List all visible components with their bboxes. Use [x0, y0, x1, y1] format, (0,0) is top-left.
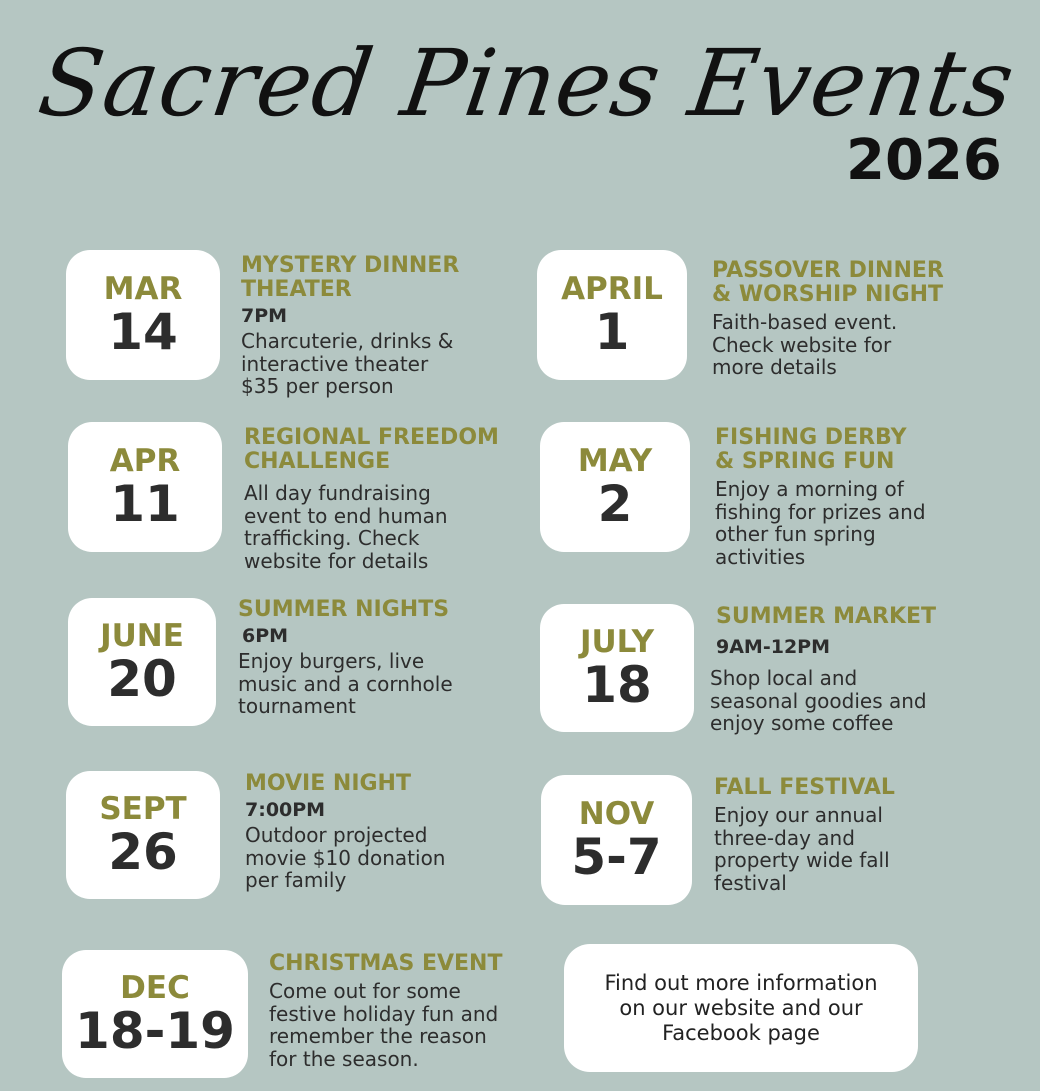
desc-line: Outdoor projected: [245, 823, 428, 847]
desc-line: interactive theater: [241, 351, 429, 376]
event-description: [714, 804, 1014, 894]
event-title: CHRISTMAS EVENT: [269, 951, 503, 976]
event-time: 9AM-12PM: [716, 636, 830, 658]
desc-line: activities: [715, 544, 806, 569]
date-card-june-20: [68, 598, 216, 726]
desc-line: Check website for: [712, 332, 892, 357]
date-month: DEC: [120, 970, 190, 1006]
date-day: 26: [108, 823, 178, 881]
date-card-mar-14: [66, 250, 220, 380]
desc-line: enjoy some coffee: [710, 711, 894, 735]
event-info-mystery-dinner: [241, 254, 521, 398]
desc-line: Enjoy a morning of: [715, 477, 904, 501]
event-title: & WORSHIP NIGHT: [712, 282, 944, 307]
date-day: 11: [110, 475, 180, 533]
event-title: & SPRING FUN: [715, 449, 895, 474]
event-description: [241, 330, 521, 398]
desc-line: Charcuterie, drinks &: [241, 329, 454, 353]
desc-line: music and a cornhole: [238, 671, 453, 696]
date-card-sept-26: [66, 771, 220, 899]
desc-line: other fun spring: [715, 522, 876, 546]
event-description: [244, 482, 534, 572]
date-month: SEPT: [99, 791, 187, 827]
date-month: NOV: [578, 796, 655, 832]
event-title: FISHING DERBY: [715, 425, 907, 450]
date-month: APRIL: [561, 271, 663, 307]
date-card-april-1: [537, 250, 687, 380]
event-title: MOVIE NIGHT: [245, 771, 411, 796]
desc-line: Enjoy our annual: [714, 803, 883, 827]
desc-line: All day fundraising: [244, 481, 431, 505]
desc-line: $35 per person: [241, 374, 394, 398]
event-description: [245, 824, 525, 892]
date-day: 2: [597, 475, 633, 533]
event-info-movie-night: [245, 772, 525, 892]
event-info-passover: [712, 259, 1012, 379]
desc-line: trafficking. Check: [244, 526, 420, 550]
date-day: 20: [107, 650, 177, 708]
date-month: MAR: [103, 271, 183, 307]
page-title: Sacred Pines Events: [32, 30, 1021, 137]
event-title: PASSOVER DINNER: [712, 258, 944, 283]
desc-line: seasonal goodies and: [710, 688, 927, 713]
desc-line: Enjoy burgers, live: [238, 649, 425, 673]
desc-line: remember the reason: [269, 1024, 487, 1048]
event-time: 7PM: [241, 305, 288, 327]
event-description: [238, 650, 528, 718]
desc-line: movie $10 donation: [245, 845, 446, 870]
date-month: JUNE: [100, 618, 184, 654]
event-title: MYSTERY DINNER: [241, 253, 460, 278]
date-day: 5-7: [571, 828, 662, 886]
desc-line: festival: [714, 870, 787, 895]
date-card-apr-11: [68, 422, 222, 552]
date-day: 1: [594, 303, 630, 361]
desc-line: festive holiday fun and: [269, 1001, 499, 1026]
date-day: 18: [582, 656, 652, 714]
date-day: 18-19: [75, 1002, 235, 1060]
event-time: 6PM: [242, 625, 289, 647]
year-label: 2026: [846, 128, 1002, 193]
desc-line: Come out for some: [269, 979, 461, 1003]
date-month: JULY: [579, 624, 655, 660]
desc-line: for the season.: [269, 1046, 419, 1071]
event-info-freedom-challenge: [244, 426, 534, 572]
more-info-note: Find out more information on our website and our Facebook page: [564, 944, 918, 1072]
event-title: FALL FESTIVAL: [714, 775, 895, 800]
event-description: [710, 667, 1010, 735]
date-card-july-18: [540, 604, 694, 732]
date-month: APR: [109, 443, 181, 479]
event-title: SUMMER NIGHTS: [238, 597, 450, 622]
desc-line: more details: [712, 355, 837, 379]
date-card-nov-5-7: [541, 775, 692, 905]
event-info-summer-nights: [238, 598, 528, 718]
desc-line: website for details: [244, 548, 429, 573]
date-card-dec-18-19: [62, 950, 248, 1078]
desc-line: three-day and: [714, 825, 855, 850]
desc-line: per family: [245, 868, 347, 892]
event-info-christmas: [269, 952, 559, 1070]
event-title: THEATER: [241, 277, 352, 302]
desc-line: Shop local and: [710, 666, 858, 690]
event-time: 7:00PM: [245, 799, 326, 821]
event-title: SUMMER MARKET: [716, 604, 937, 629]
desc-line: tournament: [238, 694, 356, 718]
event-description: [715, 478, 1015, 568]
desc-line: property wide fall: [714, 848, 890, 872]
event-info-summer-market: [710, 605, 1010, 735]
desc-line: event to end human: [244, 503, 448, 528]
event-description: [712, 311, 1012, 379]
event-title: CHALLENGE: [244, 449, 391, 474]
event-info-fishing-derby: [715, 426, 1015, 568]
desc-line: Faith-based event.: [712, 310, 898, 334]
desc-line: fishing for prizes and: [715, 499, 926, 524]
date-month: MAY: [577, 443, 653, 479]
date-day: 14: [108, 303, 178, 361]
event-info-fall-festival: [714, 776, 1014, 894]
event-description: [269, 980, 559, 1070]
event-title: REGIONAL FREEDOM: [244, 425, 499, 450]
date-card-may-2: [540, 422, 690, 552]
